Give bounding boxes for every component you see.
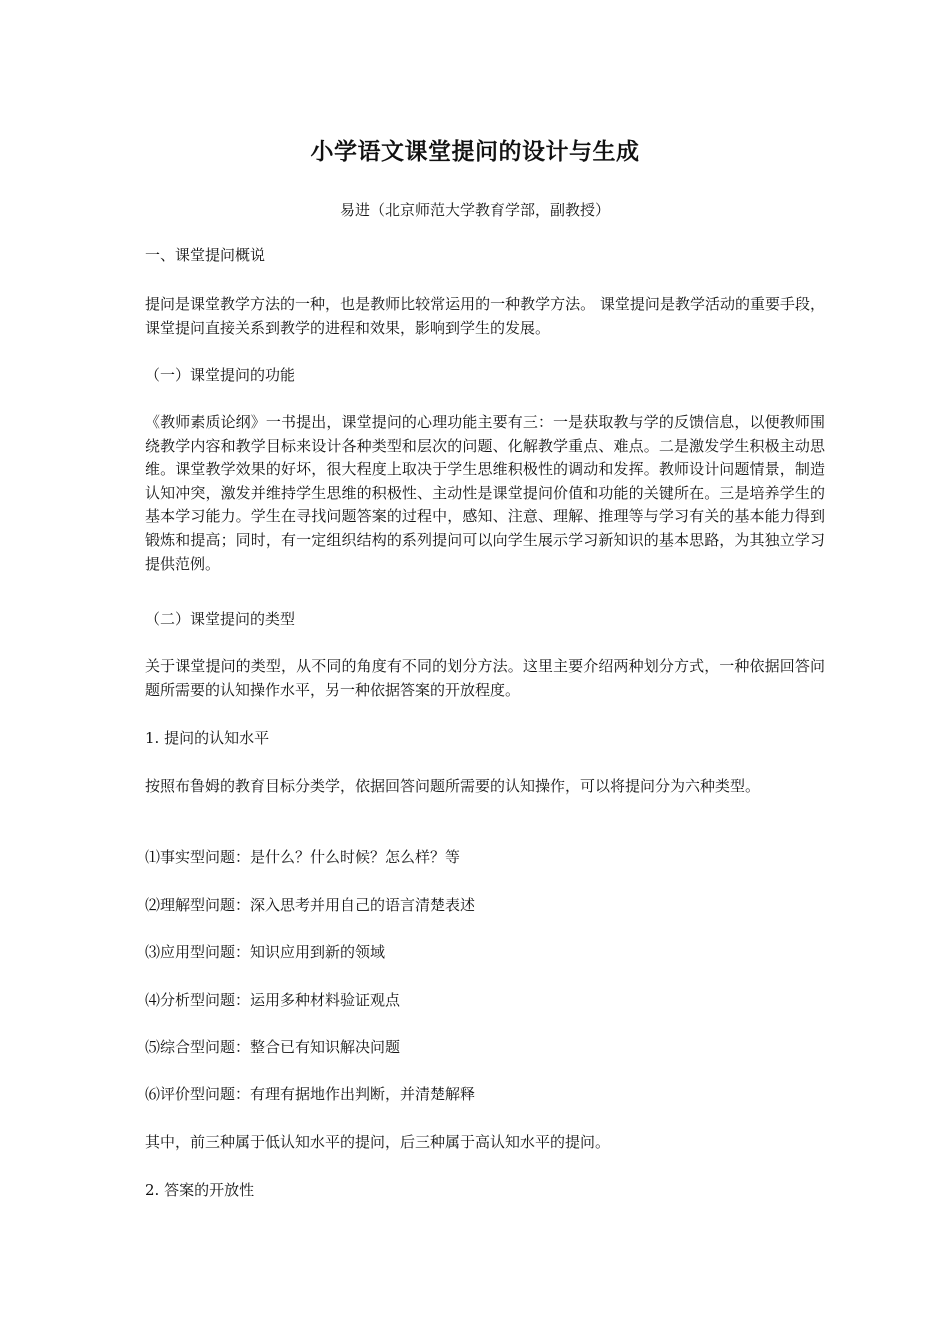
paragraph: 按照布鲁姆的教育目标分类学，依据回答问题所需要的认知操作，可以将提问分为六种类型。 xyxy=(145,777,761,795)
subsection-heading: （二）课堂提问的类型 xyxy=(145,610,296,628)
paragraph: 《教师素质论纲》一书提出，课堂提问的心理功能主要有三：一是获取教与学的反馈信息，以便教师围绕教学内容和教学目标来设计各种类型和层次的问题、化解教学重点、难点。二是激发学生积极主动思维。课堂教学效果的好坏，很大程度上取决于学生思维积极性的调动和发挥。教师设计问题情景，制造认知冲突，激发并维持学生思维的积极性、主动性是课堂提问价值和功能的关键所在。三是培养学生的基本学习能力。学生在寻找问题答案的过程中，感知、注意、理解、推理等与学习有关的基本能力得到锻炼和提高；同时，有一定组织结构的系列提问可以向学生展示学习新知识的基本思路，为其独立学习提供范例。 xyxy=(145,413,825,573)
author-line: 易进（北京师范大学教育学部，副教授） xyxy=(339,201,610,219)
paragraph: 其中，前三种属于低认知水平的提问，后三种属于高认知水平的提问。 xyxy=(145,1133,611,1151)
list-item: ⑵理解型问题：深入思考并用自己的语言清楚表述 xyxy=(145,896,476,914)
list-item: ⑷分析型问题：运用多种材料验证观点 xyxy=(145,991,401,1009)
list-item: ⑸综合型问题：整合已有知识解决问题 xyxy=(145,1038,401,1056)
paragraph: 提问是课堂教学方法的一种，也是教师比较常运用的一种教学方法。 课堂提问是教学活动的重要手段，课堂提问直接关系到教学的进程和效果，影响到学生的发展。 xyxy=(145,295,825,337)
point-heading: 2. 答案的开放性 xyxy=(145,1181,255,1199)
list-item: ⑶应用型问题：知识应用到新的领域 xyxy=(145,943,386,961)
point-heading: 1. 提问的认知水平 xyxy=(145,729,270,747)
list-item: ⑹评价型问题：有理有据地作出判断，并清楚解释 xyxy=(145,1085,476,1103)
paragraph: 关于课堂提问的类型，从不同的角度有不同的划分方法。这里主要介绍两种划分方式，一种依据回答问题所需要的认知操作水平，另一种依据答案的开放程度。 xyxy=(145,657,825,699)
document-title: 小学语文课堂提问的设计与生成 xyxy=(310,138,640,165)
list-item: ⑴事实型问题：是什么？什么时候？怎么样？等 xyxy=(145,848,461,866)
subsection-heading: （一）课堂提问的功能 xyxy=(145,366,296,384)
section-heading: 一、课堂提问概说 xyxy=(145,246,266,264)
